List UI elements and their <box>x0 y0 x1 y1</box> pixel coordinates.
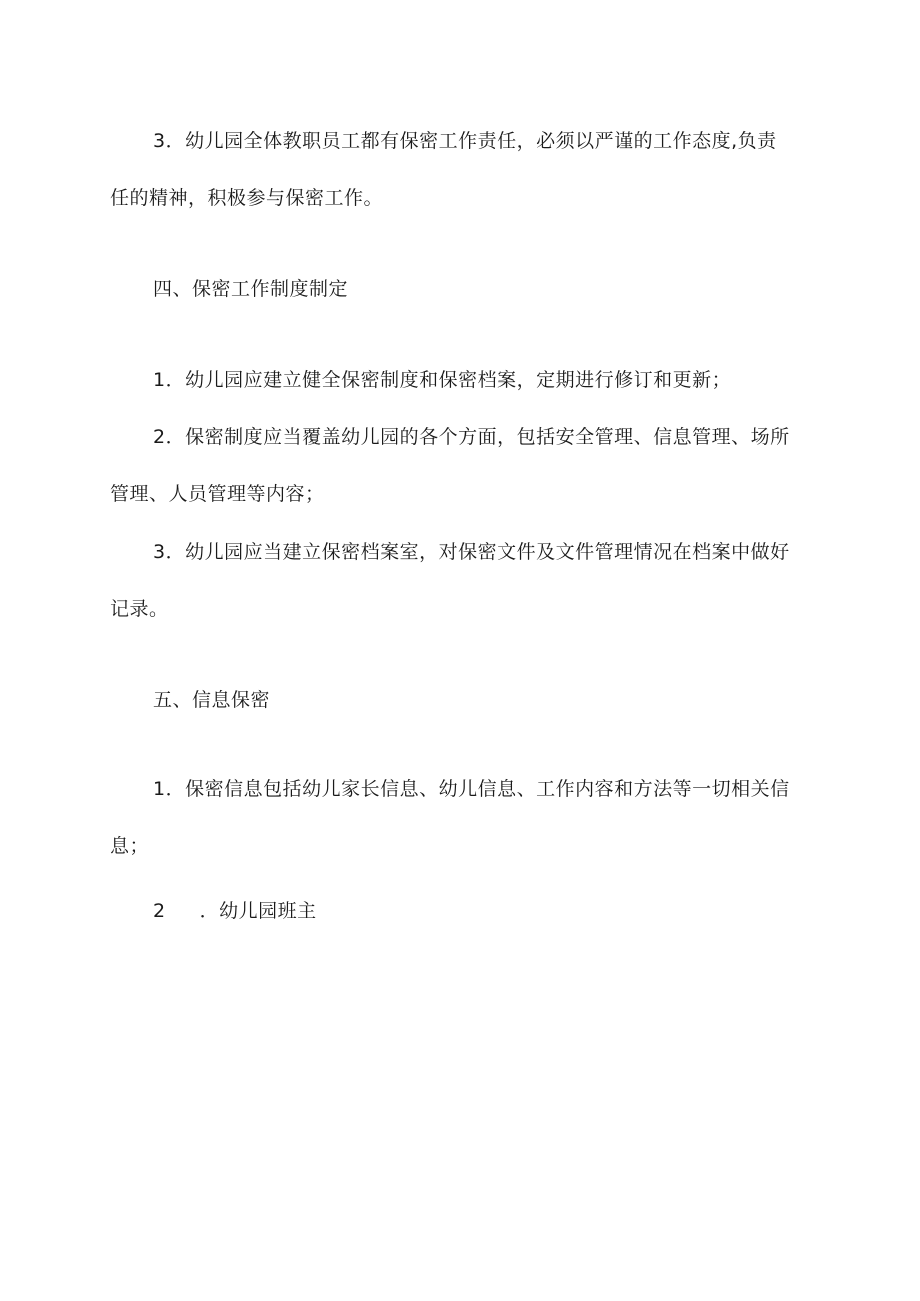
list-number: 2 <box>153 900 166 922</box>
paragraph-line: 管理、人员管理等内容； <box>110 483 325 505</box>
section-heading: 四、保密工作制度制定 <box>153 278 349 300</box>
paragraph-line: 息； <box>110 835 150 857</box>
list-item: 1．幼儿园应建立健全保密制度和保密档案，定期进行修订和更新； <box>153 369 732 391</box>
list-item: 3．幼儿园应当建立保密档案室，对保密文件及文件管理情况在档案中做好 <box>153 541 790 563</box>
paragraph-line: 记录。 <box>110 598 169 620</box>
paragraph-line: 任的精神，积极参与保密工作。 <box>110 187 384 209</box>
section-heading: 五、信息保密 <box>153 689 271 711</box>
list-item: 2．保密制度应当覆盖幼儿园的各个方面，包括安全管理、信息管理、场所 <box>153 426 790 448</box>
list-item-text: ．幼儿园班主 <box>199 900 317 922</box>
list-item <box>153 899 317 923</box>
paragraph-line: 3．幼儿园全体教职员工都有保密工作责任，必须以严谨的工作态度,负责 <box>153 130 777 152</box>
list-item: 1．保密信息包括幼儿家长信息、幼儿信息、工作内容和方法等一切相关信 <box>153 778 790 800</box>
